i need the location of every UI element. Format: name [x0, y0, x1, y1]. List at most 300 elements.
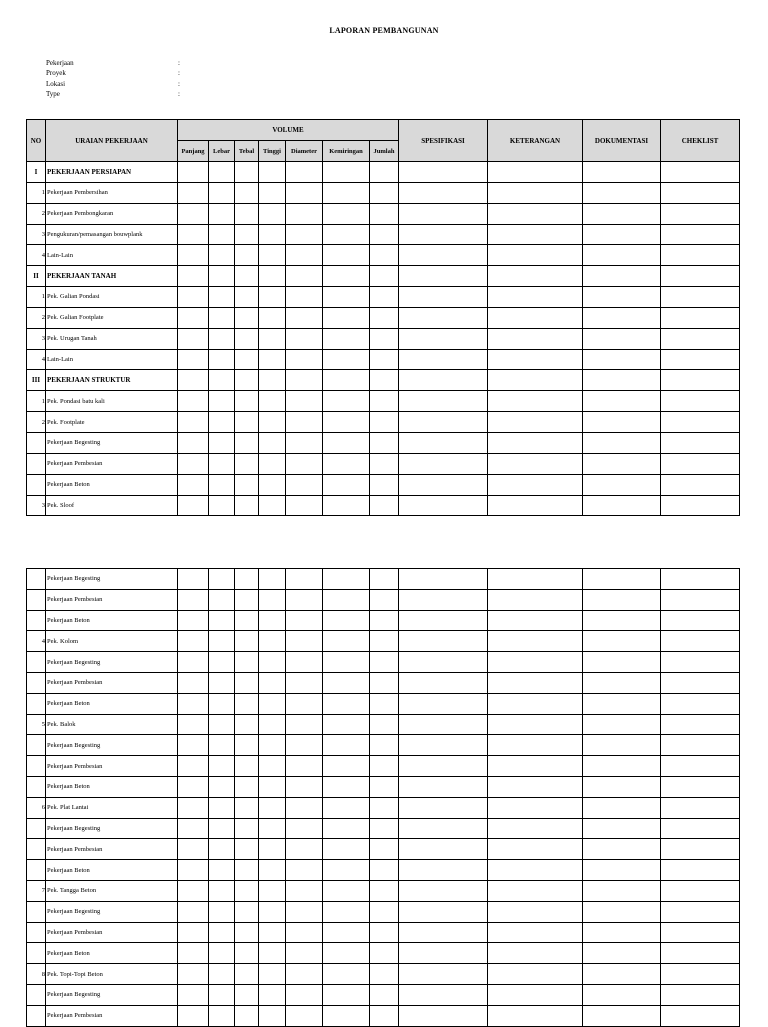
cell-kemiringan[interactable]: [323, 735, 370, 756]
cell-dokumentasi[interactable]: [583, 756, 661, 777]
cell-jumlah[interactable]: [370, 610, 399, 631]
cell-keterangan[interactable]: [488, 203, 583, 224]
cell-panjang[interactable]: [178, 860, 209, 881]
cell-dokumentasi[interactable]: [583, 589, 661, 610]
cell-checklist[interactable]: [661, 495, 740, 516]
cell-keterangan[interactable]: [488, 245, 583, 266]
cell-diameter[interactable]: [286, 880, 323, 901]
cell-tinggi[interactable]: [259, 287, 286, 308]
cell-diameter[interactable]: [286, 495, 323, 516]
cell-tebal[interactable]: [235, 652, 259, 673]
cell-dokumentasi[interactable]: [583, 287, 661, 308]
cell-lebar[interactable]: [209, 880, 235, 901]
cell-tebal[interactable]: [235, 412, 259, 433]
cell-panjang[interactable]: [178, 453, 209, 474]
cell-lebar[interactable]: [209, 1005, 235, 1026]
cell-lebar[interactable]: [209, 943, 235, 964]
cell-jumlah[interactable]: [370, 901, 399, 922]
cell-keterangan[interactable]: [488, 631, 583, 652]
cell-keterangan[interactable]: [488, 589, 583, 610]
cell-tebal[interactable]: [235, 224, 259, 245]
cell-tebal[interactable]: [235, 797, 259, 818]
cell-checklist[interactable]: [661, 245, 740, 266]
cell-tinggi[interactable]: [259, 901, 286, 922]
cell-panjang[interactable]: [178, 756, 209, 777]
cell-tebal[interactable]: [235, 349, 259, 370]
cell-tebal[interactable]: [235, 245, 259, 266]
cell-tinggi[interactable]: [259, 569, 286, 590]
cell-lebar[interactable]: [209, 287, 235, 308]
cell-checklist[interactable]: [661, 631, 740, 652]
cell-dokumentasi[interactable]: [583, 818, 661, 839]
cell-spesifikasi[interactable]: [399, 495, 488, 516]
cell-dokumentasi[interactable]: [583, 266, 661, 287]
cell-kemiringan[interactable]: [323, 776, 370, 797]
cell-tebal[interactable]: [235, 182, 259, 203]
cell-dokumentasi[interactable]: [583, 922, 661, 943]
cell-dokumentasi[interactable]: [583, 901, 661, 922]
cell-tinggi[interactable]: [259, 432, 286, 453]
cell-tebal[interactable]: [235, 203, 259, 224]
cell-tinggi[interactable]: [259, 1005, 286, 1026]
cell-diameter[interactable]: [286, 984, 323, 1005]
cell-kemiringan[interactable]: [323, 569, 370, 590]
cell-tinggi[interactable]: [259, 943, 286, 964]
cell-spesifikasi[interactable]: [399, 880, 488, 901]
cell-tebal[interactable]: [235, 818, 259, 839]
cell-jumlah[interactable]: [370, 984, 399, 1005]
cell-tebal[interactable]: [235, 672, 259, 693]
cell-panjang[interactable]: [178, 203, 209, 224]
cell-jumlah[interactable]: [370, 453, 399, 474]
cell-keterangan[interactable]: [488, 693, 583, 714]
cell-keterangan[interactable]: [488, 610, 583, 631]
cell-tinggi[interactable]: [259, 412, 286, 433]
cell-tinggi[interactable]: [259, 714, 286, 735]
cell-lebar[interactable]: [209, 610, 235, 631]
cell-tebal[interactable]: [235, 266, 259, 287]
cell-lebar[interactable]: [209, 714, 235, 735]
cell-diameter[interactable]: [286, 162, 323, 183]
cell-keterangan[interactable]: [488, 672, 583, 693]
cell-kemiringan[interactable]: [323, 964, 370, 985]
cell-panjang[interactable]: [178, 672, 209, 693]
cell-lebar[interactable]: [209, 818, 235, 839]
cell-keterangan[interactable]: [488, 964, 583, 985]
cell-kemiringan[interactable]: [323, 610, 370, 631]
cell-diameter[interactable]: [286, 569, 323, 590]
cell-diameter[interactable]: [286, 370, 323, 391]
cell-checklist[interactable]: [661, 391, 740, 412]
cell-dokumentasi[interactable]: [583, 245, 661, 266]
cell-checklist[interactable]: [661, 569, 740, 590]
cell-kemiringan[interactable]: [323, 245, 370, 266]
cell-dokumentasi[interactable]: [583, 412, 661, 433]
cell-tebal[interactable]: [235, 735, 259, 756]
cell-keterangan[interactable]: [488, 307, 583, 328]
cell-panjang[interactable]: [178, 943, 209, 964]
cell-spesifikasi[interactable]: [399, 307, 488, 328]
cell-jumlah[interactable]: [370, 266, 399, 287]
cell-tinggi[interactable]: [259, 224, 286, 245]
cell-keterangan[interactable]: [488, 943, 583, 964]
cell-lebar[interactable]: [209, 569, 235, 590]
cell-lebar[interactable]: [209, 162, 235, 183]
cell-diameter[interactable]: [286, 672, 323, 693]
cell-diameter[interactable]: [286, 756, 323, 777]
cell-checklist[interactable]: [661, 266, 740, 287]
cell-jumlah[interactable]: [370, 714, 399, 735]
cell-panjang[interactable]: [178, 589, 209, 610]
cell-jumlah[interactable]: [370, 964, 399, 985]
cell-kemiringan[interactable]: [323, 287, 370, 308]
cell-diameter[interactable]: [286, 453, 323, 474]
cell-kemiringan[interactable]: [323, 839, 370, 860]
cell-kemiringan[interactable]: [323, 162, 370, 183]
cell-diameter[interactable]: [286, 818, 323, 839]
cell-tinggi[interactable]: [259, 984, 286, 1005]
cell-spesifikasi[interactable]: [399, 432, 488, 453]
cell-jumlah[interactable]: [370, 880, 399, 901]
cell-checklist[interactable]: [661, 797, 740, 818]
cell-jumlah[interactable]: [370, 631, 399, 652]
cell-lebar[interactable]: [209, 307, 235, 328]
cell-panjang[interactable]: [178, 495, 209, 516]
cell-kemiringan[interactable]: [323, 984, 370, 1005]
cell-lebar[interactable]: [209, 756, 235, 777]
cell-checklist[interactable]: [661, 203, 740, 224]
cell-panjang[interactable]: [178, 245, 209, 266]
cell-spesifikasi[interactable]: [399, 797, 488, 818]
cell-diameter[interactable]: [286, 589, 323, 610]
cell-tinggi[interactable]: [259, 964, 286, 985]
cell-lebar[interactable]: [209, 266, 235, 287]
cell-kemiringan[interactable]: [323, 307, 370, 328]
cell-spesifikasi[interactable]: [399, 776, 488, 797]
cell-jumlah[interactable]: [370, 797, 399, 818]
cell-tebal[interactable]: [235, 610, 259, 631]
cell-keterangan[interactable]: [488, 432, 583, 453]
cell-tinggi[interactable]: [259, 391, 286, 412]
cell-dokumentasi[interactable]: [583, 391, 661, 412]
cell-panjang[interactable]: [178, 901, 209, 922]
cell-spesifikasi[interactable]: [399, 453, 488, 474]
cell-tinggi[interactable]: [259, 307, 286, 328]
cell-checklist[interactable]: [661, 652, 740, 673]
cell-panjang[interactable]: [178, 328, 209, 349]
cell-jumlah[interactable]: [370, 495, 399, 516]
cell-jumlah[interactable]: [370, 860, 399, 881]
cell-dokumentasi[interactable]: [583, 474, 661, 495]
cell-spesifikasi[interactable]: [399, 693, 488, 714]
cell-tebal[interactable]: [235, 964, 259, 985]
cell-checklist[interactable]: [661, 860, 740, 881]
cell-dokumentasi[interactable]: [583, 735, 661, 756]
cell-lebar[interactable]: [209, 922, 235, 943]
cell-jumlah[interactable]: [370, 287, 399, 308]
cell-spesifikasi[interactable]: [399, 922, 488, 943]
cell-tebal[interactable]: [235, 453, 259, 474]
cell-diameter[interactable]: [286, 901, 323, 922]
cell-jumlah[interactable]: [370, 349, 399, 370]
cell-lebar[interactable]: [209, 776, 235, 797]
cell-keterangan[interactable]: [488, 370, 583, 391]
cell-jumlah[interactable]: [370, 735, 399, 756]
cell-lebar[interactable]: [209, 495, 235, 516]
cell-jumlah[interactable]: [370, 589, 399, 610]
cell-dokumentasi[interactable]: [583, 672, 661, 693]
cell-kemiringan[interactable]: [323, 474, 370, 495]
cell-diameter[interactable]: [286, 307, 323, 328]
cell-diameter[interactable]: [286, 693, 323, 714]
cell-checklist[interactable]: [661, 432, 740, 453]
cell-diameter[interactable]: [286, 922, 323, 943]
cell-lebar[interactable]: [209, 453, 235, 474]
cell-tinggi[interactable]: [259, 610, 286, 631]
cell-tinggi[interactable]: [259, 266, 286, 287]
cell-spesifikasi[interactable]: [399, 860, 488, 881]
cell-panjang[interactable]: [178, 714, 209, 735]
cell-spesifikasi[interactable]: [399, 349, 488, 370]
cell-kemiringan[interactable]: [323, 797, 370, 818]
cell-panjang[interactable]: [178, 652, 209, 673]
cell-tinggi[interactable]: [259, 182, 286, 203]
cell-tinggi[interactable]: [259, 245, 286, 266]
cell-dokumentasi[interactable]: [583, 1005, 661, 1026]
cell-kemiringan[interactable]: [323, 1005, 370, 1026]
cell-dokumentasi[interactable]: [583, 797, 661, 818]
cell-spesifikasi[interactable]: [399, 1005, 488, 1026]
cell-checklist[interactable]: [661, 162, 740, 183]
cell-diameter[interactable]: [286, 714, 323, 735]
cell-dokumentasi[interactable]: [583, 964, 661, 985]
cell-lebar[interactable]: [209, 474, 235, 495]
cell-tebal[interactable]: [235, 589, 259, 610]
cell-dokumentasi[interactable]: [583, 693, 661, 714]
cell-diameter[interactable]: [286, 182, 323, 203]
cell-tinggi[interactable]: [259, 162, 286, 183]
cell-lebar[interactable]: [209, 412, 235, 433]
cell-lebar[interactable]: [209, 203, 235, 224]
cell-panjang[interactable]: [178, 162, 209, 183]
cell-spesifikasi[interactable]: [399, 652, 488, 673]
cell-diameter[interactable]: [286, 224, 323, 245]
cell-keterangan[interactable]: [488, 880, 583, 901]
cell-spesifikasi[interactable]: [399, 610, 488, 631]
cell-keterangan[interactable]: [488, 224, 583, 245]
cell-tinggi[interactable]: [259, 328, 286, 349]
cell-dokumentasi[interactable]: [583, 328, 661, 349]
cell-jumlah[interactable]: [370, 672, 399, 693]
cell-diameter[interactable]: [286, 412, 323, 433]
cell-lebar[interactable]: [209, 735, 235, 756]
cell-lebar[interactable]: [209, 391, 235, 412]
cell-kemiringan[interactable]: [323, 631, 370, 652]
cell-checklist[interactable]: [661, 776, 740, 797]
cell-keterangan[interactable]: [488, 182, 583, 203]
cell-diameter[interactable]: [286, 943, 323, 964]
cell-tinggi[interactable]: [259, 589, 286, 610]
cell-panjang[interactable]: [178, 964, 209, 985]
cell-kemiringan[interactable]: [323, 943, 370, 964]
cell-spesifikasi[interactable]: [399, 818, 488, 839]
cell-tebal[interactable]: [235, 569, 259, 590]
cell-keterangan[interactable]: [488, 391, 583, 412]
cell-keterangan[interactable]: [488, 984, 583, 1005]
cell-kemiringan[interactable]: [323, 349, 370, 370]
cell-checklist[interactable]: [661, 589, 740, 610]
cell-jumlah[interactable]: [370, 569, 399, 590]
cell-tinggi[interactable]: [259, 474, 286, 495]
cell-tebal[interactable]: [235, 880, 259, 901]
cell-jumlah[interactable]: [370, 652, 399, 673]
cell-keterangan[interactable]: [488, 495, 583, 516]
cell-diameter[interactable]: [286, 964, 323, 985]
cell-jumlah[interactable]: [370, 1005, 399, 1026]
cell-tinggi[interactable]: [259, 349, 286, 370]
cell-keterangan[interactable]: [488, 453, 583, 474]
cell-jumlah[interactable]: [370, 818, 399, 839]
cell-lebar[interactable]: [209, 797, 235, 818]
cell-kemiringan[interactable]: [323, 818, 370, 839]
cell-diameter[interactable]: [286, 652, 323, 673]
cell-tinggi[interactable]: [259, 860, 286, 881]
cell-checklist[interactable]: [661, 735, 740, 756]
cell-dokumentasi[interactable]: [583, 984, 661, 1005]
cell-checklist[interactable]: [661, 307, 740, 328]
cell-dokumentasi[interactable]: [583, 569, 661, 590]
cell-tebal[interactable]: [235, 495, 259, 516]
cell-spesifikasi[interactable]: [399, 964, 488, 985]
cell-tebal[interactable]: [235, 162, 259, 183]
cell-tinggi[interactable]: [259, 631, 286, 652]
cell-spesifikasi[interactable]: [399, 672, 488, 693]
cell-tebal[interactable]: [235, 432, 259, 453]
cell-kemiringan[interactable]: [323, 391, 370, 412]
cell-keterangan[interactable]: [488, 266, 583, 287]
cell-keterangan[interactable]: [488, 922, 583, 943]
cell-tinggi[interactable]: [259, 922, 286, 943]
cell-kemiringan[interactable]: [323, 182, 370, 203]
cell-keterangan[interactable]: [488, 412, 583, 433]
cell-tebal[interactable]: [235, 922, 259, 943]
cell-diameter[interactable]: [286, 391, 323, 412]
cell-kemiringan[interactable]: [323, 652, 370, 673]
cell-keterangan[interactable]: [488, 714, 583, 735]
cell-spesifikasi[interactable]: [399, 589, 488, 610]
cell-checklist[interactable]: [661, 880, 740, 901]
cell-lebar[interactable]: [209, 672, 235, 693]
cell-dokumentasi[interactable]: [583, 370, 661, 391]
cell-jumlah[interactable]: [370, 474, 399, 495]
cell-jumlah[interactable]: [370, 370, 399, 391]
cell-dokumentasi[interactable]: [583, 631, 661, 652]
cell-kemiringan[interactable]: [323, 714, 370, 735]
cell-jumlah[interactable]: [370, 756, 399, 777]
cell-checklist[interactable]: [661, 349, 740, 370]
cell-spesifikasi[interactable]: [399, 901, 488, 922]
cell-panjang[interactable]: [178, 224, 209, 245]
cell-spesifikasi[interactable]: [399, 474, 488, 495]
cell-diameter[interactable]: [286, 1005, 323, 1026]
cell-tinggi[interactable]: [259, 818, 286, 839]
cell-tebal[interactable]: [235, 860, 259, 881]
cell-keterangan[interactable]: [488, 797, 583, 818]
cell-lebar[interactable]: [209, 370, 235, 391]
cell-keterangan[interactable]: [488, 756, 583, 777]
cell-tinggi[interactable]: [259, 203, 286, 224]
cell-jumlah[interactable]: [370, 839, 399, 860]
cell-spesifikasi[interactable]: [399, 412, 488, 433]
cell-tinggi[interactable]: [259, 370, 286, 391]
cell-kemiringan[interactable]: [323, 495, 370, 516]
cell-checklist[interactable]: [661, 714, 740, 735]
cell-kemiringan[interactable]: [323, 370, 370, 391]
cell-spesifikasi[interactable]: [399, 984, 488, 1005]
cell-spesifikasi[interactable]: [399, 328, 488, 349]
cell-diameter[interactable]: [286, 474, 323, 495]
cell-jumlah[interactable]: [370, 182, 399, 203]
cell-keterangan[interactable]: [488, 328, 583, 349]
cell-spesifikasi[interactable]: [399, 162, 488, 183]
cell-tebal[interactable]: [235, 839, 259, 860]
cell-jumlah[interactable]: [370, 776, 399, 797]
cell-dokumentasi[interactable]: [583, 860, 661, 881]
cell-lebar[interactable]: [209, 224, 235, 245]
cell-diameter[interactable]: [286, 610, 323, 631]
cell-lebar[interactable]: [209, 182, 235, 203]
cell-jumlah[interactable]: [370, 162, 399, 183]
cell-spesifikasi[interactable]: [399, 182, 488, 203]
cell-spesifikasi[interactable]: [399, 569, 488, 590]
cell-tebal[interactable]: [235, 474, 259, 495]
cell-tinggi[interactable]: [259, 453, 286, 474]
cell-kemiringan[interactable]: [323, 756, 370, 777]
cell-dokumentasi[interactable]: [583, 610, 661, 631]
cell-kemiringan[interactable]: [323, 453, 370, 474]
cell-lebar[interactable]: [209, 693, 235, 714]
cell-diameter[interactable]: [286, 266, 323, 287]
cell-dokumentasi[interactable]: [583, 453, 661, 474]
cell-spesifikasi[interactable]: [399, 203, 488, 224]
cell-jumlah[interactable]: [370, 307, 399, 328]
cell-jumlah[interactable]: [370, 328, 399, 349]
cell-tebal[interactable]: [235, 943, 259, 964]
cell-tinggi[interactable]: [259, 652, 286, 673]
cell-lebar[interactable]: [209, 349, 235, 370]
cell-spesifikasi[interactable]: [399, 287, 488, 308]
cell-tinggi[interactable]: [259, 880, 286, 901]
cell-kemiringan[interactable]: [323, 432, 370, 453]
cell-lebar[interactable]: [209, 901, 235, 922]
cell-tebal[interactable]: [235, 370, 259, 391]
cell-lebar[interactable]: [209, 839, 235, 860]
cell-spesifikasi[interactable]: [399, 631, 488, 652]
cell-keterangan[interactable]: [488, 818, 583, 839]
cell-diameter[interactable]: [286, 735, 323, 756]
cell-checklist[interactable]: [661, 1005, 740, 1026]
cell-panjang[interactable]: [178, 818, 209, 839]
cell-checklist[interactable]: [661, 839, 740, 860]
cell-checklist[interactable]: [661, 328, 740, 349]
cell-keterangan[interactable]: [488, 860, 583, 881]
cell-tebal[interactable]: [235, 287, 259, 308]
cell-checklist[interactable]: [661, 453, 740, 474]
cell-jumlah[interactable]: [370, 693, 399, 714]
cell-tebal[interactable]: [235, 631, 259, 652]
cell-tinggi[interactable]: [259, 735, 286, 756]
cell-spesifikasi[interactable]: [399, 714, 488, 735]
